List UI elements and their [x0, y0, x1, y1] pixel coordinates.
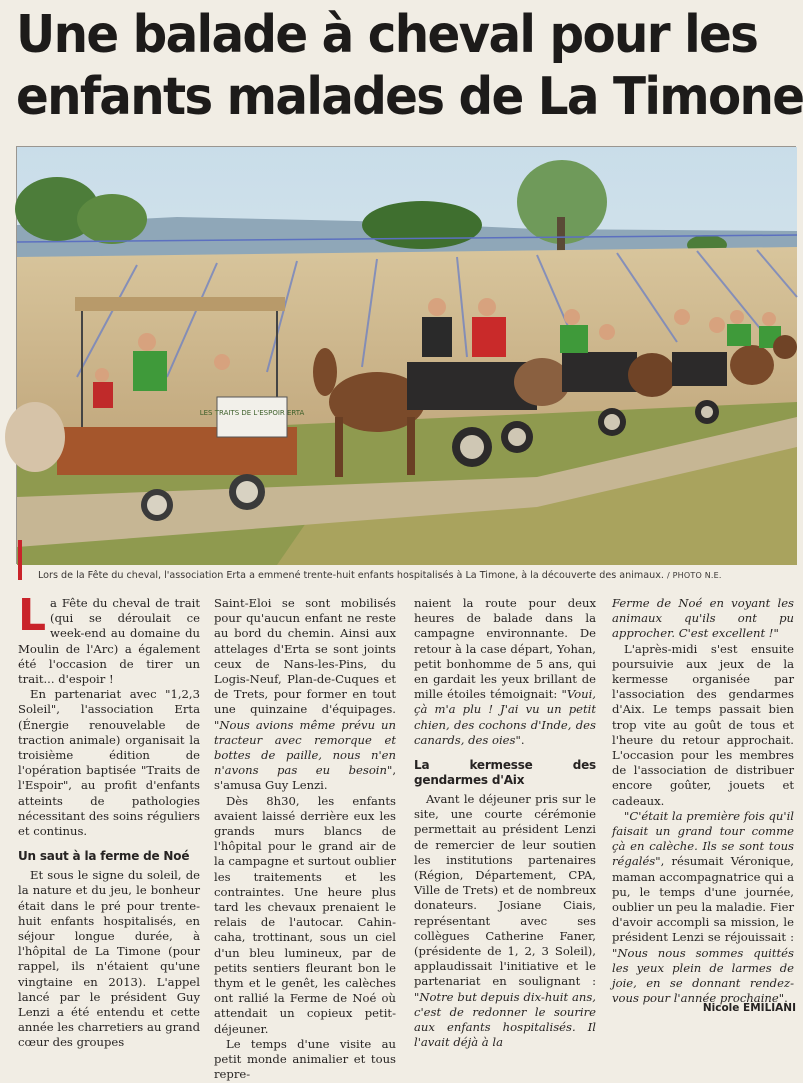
- caption-text: Lors de la Fête du cheval, l'association Erta a emmené trente-huit enfants hospitalisés à La Timone, à la découverte des animaux.: [38, 570, 664, 581]
- paragraph: En partenariat avec "1,2,3 Soleil", l'association Erta (Énergie renouvelable de traction animale) organisait la troisième édition de l'opération baptisée "Traits de l'Espoir", au profit d'enfants atteints de pathologies nécessitant des soins réguliers et continus.: [18, 687, 200, 839]
- paragraph: [414, 792, 596, 1050]
- caption-marker: [18, 540, 22, 580]
- quote: "Notre but depuis dix-huit ans, c'est de redonner le sourire aux enfants hospitalisés. Il l'avait déjà à la: [414, 989, 596, 1050]
- subheading: La kermesse des gendarmes d'Aix: [414, 758, 596, 788]
- article-column-4: [612, 596, 794, 1016]
- paragraph: [612, 809, 794, 1007]
- photo-illustration: [17, 147, 797, 565]
- headline: [16, 4, 803, 128]
- paragraph-text: .: [520, 732, 525, 747]
- paragraph: Le temps d'une visite au petit monde animalier et tous repre-: [214, 1036, 396, 1082]
- paragraph-text: .: [784, 991, 788, 1006]
- article-column-2: [214, 596, 396, 1082]
- quote: "Nous nous sommes quittés les yeux plein de larmes de joie, en se donnant rendez-vous pour l'année prochaine": [612, 945, 794, 1006]
- quote: Ferme de Noé en voyant les animaux qu'ils ont pu approcher. C'est excellent !": [612, 596, 794, 641]
- article-photo: [16, 146, 796, 564]
- quote: "Voui, çà m'a plu ! J'ai vu un petit chien, des cochons d'Inde, des canards, des oies": [414, 687, 596, 747]
- headline-line-2: enfants malades de La Timone: [16, 67, 803, 127]
- paragraph-text: a Fête du cheval de trait (qui se déroulait ce week-end au domaine du Moulin de l'Arc) a également été l'occasion de tirer un trait... d'espoir !: [18, 596, 200, 687]
- paragraph-text: Saint-Eloi se sont mobilisés pour qu'aucun enfant ne reste au bord du chemin. Ainsi aux attelages d'Erta se sont joints ceux de Nans-les-Pins, du Logis-Neuf, Plan-de-Cuques et de Trets, pour former en tout une quinzaine d'équipages.: [214, 596, 396, 717]
- paragraph: [18, 590, 200, 687]
- paragraph: Et sous le signe du soleil, de la nature et du jeu, le bonheur était dans le pré pour trente-huit enfants hospitalisés, en séjour longue durée, à l'hôpital de La Timone (pour rappel, ils n'étaient qu'une vingtaine en 2013). L'appel lancé par le président Guy Lenzi a été entendu et cette année les charretiers au grand cœur des groupes: [18, 868, 200, 1050]
- paragraph: [214, 596, 396, 794]
- paragraph-text: , s'amusa Guy Lenzi.: [214, 763, 396, 793]
- paragraph: L'après-midi s'est ensuite poursuivie aux jeux de la kermesse organisée par l'association des gendarmes d'Aix. Le temps passait bien trop vite au goût de tous et l'heure du retour approchait. L'occasion pour les membres de l'association de distribuer encore goûter, jouets et cadeaux.: [612, 641, 794, 808]
- paragraph-text: naient la route pour deux heures de balade dans la campagne environnante. De retour à la case départ, Yohan, petit bonhomme de 5 ans, qui en gardait les yeux brillant de mille étoiles témoignait:: [414, 596, 596, 702]
- paragraph: [612, 596, 794, 642]
- author-signature: Nicole EMILIANI: [702, 1002, 796, 1014]
- subheading: Un saut à la ferme de Noé: [18, 849, 190, 864]
- paragraph-text: , résumait Véronique, maman accompagnatrice qui a pu, le temps d'une journée, oublier un peu la maladie. Fier d'avoir accompli sa mission, le président Lenzi se réjouissait :: [612, 854, 794, 945]
- photo-caption: [38, 569, 798, 583]
- quote: "Nous avions même prévu un tracteur avec remorque et bottes de paille, nous n'en n'avons pas eu besoin": [214, 717, 396, 778]
- paragraph: Dès 8h30, les enfants avaient laissé derrière eux les grands murs blancs de l'hôpital pour le grand air de la campagne et surtout oublier les traitements et les contraintes. Une heure plus tard les chevaux prenaient le relais de l'autocar. Cahin-caha, trottinant, sous un ciel d'un bleu lumineux, par de petits sentiers fleurant bon le thym et le genêt, les calèches ont rallié la Ferme de Noé où attendait un copieux petit-déjeuner.: [214, 793, 396, 1036]
- quote: "C'était la première fois qu'il faisait un grand tour comme çà en calèche. Ils se sont tous régalés": [612, 808, 794, 869]
- photo-credit: / PHOTO N.E.: [667, 571, 722, 580]
- paragraph: [414, 596, 596, 748]
- paragraph-text: Avant le déjeuner pris sur le site, une courte cérémonie permettait au président Lenzi de remercier de leur soutien les institutions partenaires (Région, Département, CPA, Ville de Trets) et de nombreux donateurs. Josiane Ciais, représentant avec ses collègues Catherine Faner, (présidente de 1, 2, 3 Soleil), applaudissait l'initiative et le partenariat en soulignant :: [414, 792, 596, 989]
- article-column-1: [18, 590, 200, 1050]
- headline-line-1: Une balade à cheval pour les: [16, 5, 758, 65]
- dropcap: L: [18, 590, 47, 641]
- photo-sign-text: LES TRAITS DE L'ESPOIR ERTA: [199, 409, 305, 417]
- article-column-3: [414, 596, 596, 1050]
